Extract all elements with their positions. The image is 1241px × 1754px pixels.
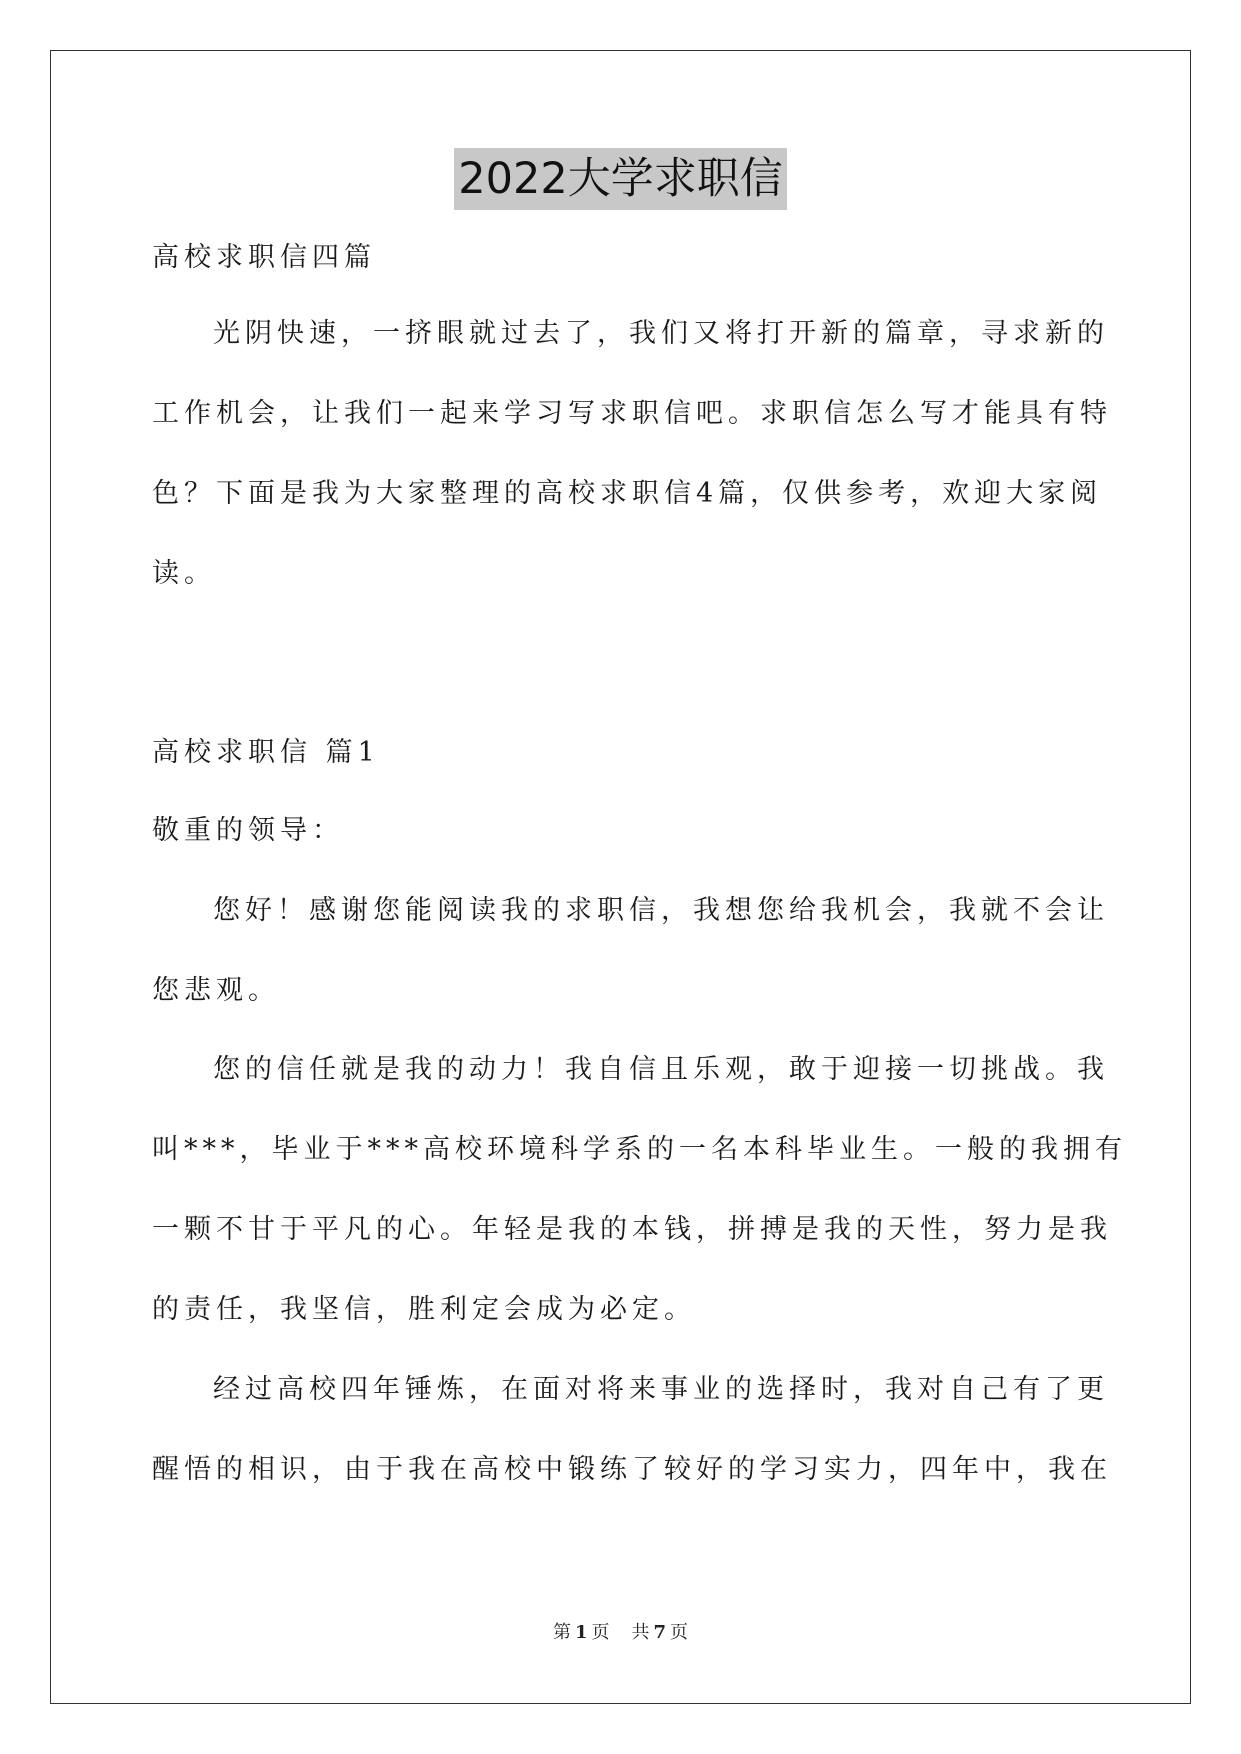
page-footer: [0, 1618, 1241, 1644]
paragraph-line: 叫***，毕业于***高校环境科学系的一名本科毕业生。一般的我拥有: [152, 1134, 1127, 1165]
paragraph-line: 醒悟的相识，由于我在高校中锻练了较好的学习实力，四年中，我在: [152, 1454, 1112, 1485]
page-total: 7: [653, 1622, 667, 1643]
paragraph-line: 的责任，我坚信，胜利定会成为必定。: [152, 1294, 696, 1325]
intro-line: 读。: [152, 558, 216, 589]
paragraph-line: 您好！感谢您能阅读我的求职信，我想您给我机会，我就不会让: [213, 895, 1109, 926]
intro-line: 工作机会，让我们一起来学习写求职信吧。求职信怎么写才能具有特: [152, 398, 1112, 429]
paragraph-line: 您悲观。: [152, 975, 280, 1006]
total-suffix: 页: [670, 1622, 689, 1643]
page-suffix: 页: [591, 1622, 610, 1643]
page-prefix: 第: [552, 1622, 571, 1643]
salutation: 敬重的领导：: [152, 815, 344, 846]
total-prefix: 共: [631, 1622, 650, 1643]
document-title: 2022大学求职信: [454, 148, 786, 210]
paragraph-line: 您的信任就是我的动力！我自信且乐观，敢于迎接一切挑战。我: [213, 1054, 1109, 1085]
paragraph-line: 一颗不甘于平凡的心。年轻是我的本钱，拼搏是我的天性，努力是我: [152, 1214, 1112, 1245]
page-current: 1: [574, 1622, 588, 1643]
section-heading: 高校求职信 篇1: [152, 737, 380, 768]
title-container: [0, 148, 1241, 210]
intro-line: 色？下面是我为大家整理的高校求职信4篇，仅供参考，欢迎大家阅: [152, 478, 1103, 509]
paragraph-line: 经过高校四年锤炼，在面对将来事业的选择时，我对自己有了更: [213, 1374, 1109, 1405]
intro-line: 光阴快速，一挤眼就过去了，我们又将打开新的篇章，寻求新的: [213, 318, 1109, 349]
document-subtitle: 高校求职信四篇: [152, 242, 376, 273]
